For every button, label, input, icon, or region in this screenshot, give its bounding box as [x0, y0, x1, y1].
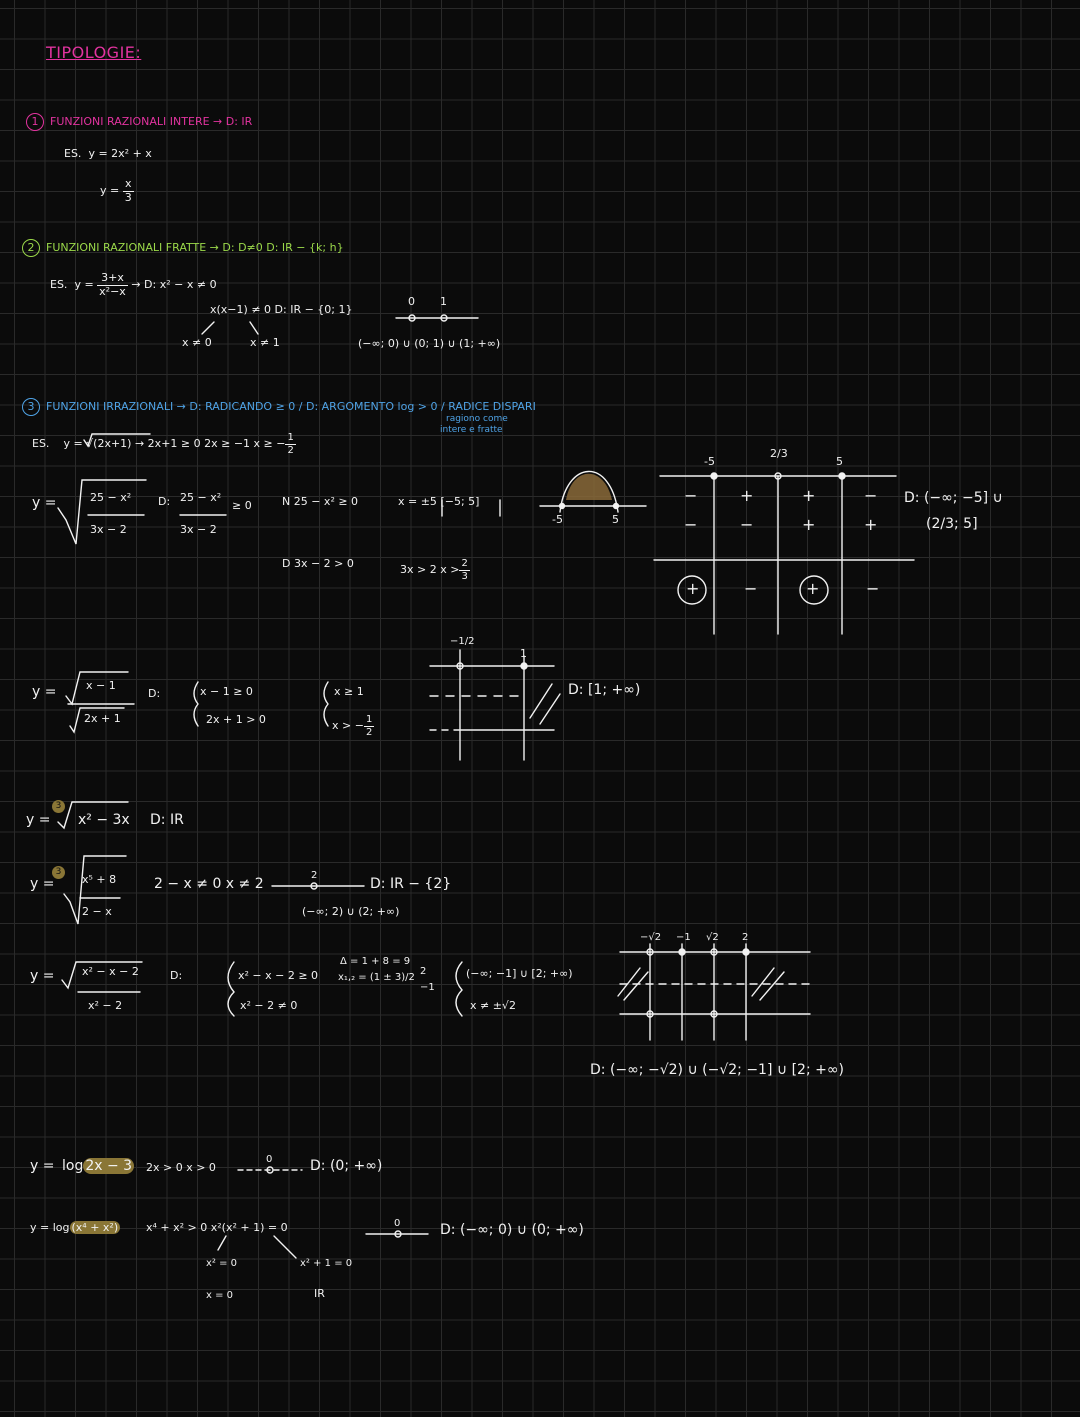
parabola-shading [566, 474, 612, 500]
closed-point [560, 504, 565, 509]
sign-cell-result: − [744, 579, 758, 598]
root-sign [70, 708, 124, 732]
e7-line-label: 0 [394, 1218, 401, 1229]
s2-factor: x(x−1) ≠ 0 D: IR − {0; 1} [210, 303, 353, 316]
e1-n-sol: x = ±5 [−5; 5] [398, 495, 480, 508]
e4-line-label: 2 [311, 870, 318, 881]
section-2-heading: 2 FUNZIONI RAZIONALI FRATTE → D: D≠0 D: IR − {k; h} [22, 239, 344, 257]
selected-interval-circle [800, 576, 828, 604]
e5-root-a: 2 [420, 966, 427, 977]
root-sign [64, 856, 126, 924]
e5-result: D: (−∞; −√2) ∪ (−√2; −1] ∪ [2; +∞) [590, 1062, 844, 1078]
e1-den: 3x − 2 [90, 523, 127, 536]
e1-d-den: 3x − 2 [180, 523, 217, 536]
sign-cell: + [802, 515, 816, 534]
e4-lhs: y = [30, 876, 55, 892]
e4-cond: 2 − x ≠ 0 x ≠ 2 [154, 876, 264, 892]
e1-d-label: D: [158, 495, 171, 508]
e7-argument: (x⁴ + x²) [71, 1221, 119, 1234]
e5-head-1: −√2 [640, 932, 662, 943]
e1-d-cond: D 3x − 2 > 0 [282, 557, 354, 570]
page-title: TIPOLOGIE: [46, 43, 142, 62]
e5-num: x² − x − 2 [82, 965, 139, 978]
e1-n-cond: N 25 − x² ≥ 0 [282, 495, 359, 508]
e6-cond: 2x > 0 x > 0 [146, 1161, 216, 1174]
closed-point [743, 949, 749, 955]
e7-domain: D: (−∞; 0) ∪ (0; +∞) [440, 1222, 584, 1238]
e5-d-label: D: [170, 969, 183, 982]
bracket [442, 500, 500, 516]
sign-cell: + [864, 515, 878, 534]
e5-head-2: −1 [676, 932, 691, 943]
s3-example: ES. y = √(2x+1) → 2x+1 ≥ 0 2x ≥ −1 x ≥ − $\frac{1}{2}$ [32, 432, 294, 456]
s2-line-label-0: 0 [408, 295, 415, 308]
selected-interval-circle [678, 576, 706, 604]
closed-point [521, 663, 527, 669]
e6-line-label: 0 [266, 1154, 273, 1165]
e7-branch-2b: IR [314, 1287, 325, 1300]
e3-radicand: x² − 3x [78, 812, 130, 828]
root-sign [58, 802, 128, 828]
e1-d-sol: 3x > 2 x > $\frac{2}{3}$ [400, 558, 468, 582]
e1-result-1: D: (−∞; −5] ∪ [904, 490, 1003, 506]
e5-root-b: −1 [420, 982, 435, 993]
system-brace [456, 962, 462, 1016]
e5-head-4: 2 [742, 932, 749, 943]
e3-lhs: y = [26, 812, 51, 828]
parabola-label-minus-5: -5 [552, 513, 563, 526]
system-brace [194, 682, 198, 726]
section-number: 2 [22, 239, 40, 257]
section-3-heading: 3 FUNZIONI IRRAZIONALI → D: RADICANDO ≥ 0 / D: ARGOMENTO log > 0 / RADICE DISPARI [22, 398, 536, 416]
e5-lhs: y = [30, 968, 55, 984]
e2-head-2: 1 [520, 647, 527, 660]
hatching [530, 684, 560, 724]
root-sign [58, 480, 146, 544]
e5-delta: Δ = 1 + 8 = 9 [340, 956, 411, 967]
e5-sys-1: x² − x − 2 ≥ 0 [238, 969, 319, 982]
table-head-5: 5 [836, 455, 843, 468]
s2-line-label-1: 1 [440, 295, 447, 308]
closed-point [679, 949, 685, 955]
e4-root-index: 3 [52, 866, 65, 884]
e1-result-2: (2/3; 5] [926, 516, 978, 532]
system-brace [324, 682, 328, 726]
closed-point [711, 473, 717, 479]
e6-domain: D: (0; +∞) [310, 1158, 383, 1174]
arrow [250, 322, 258, 334]
e7-branch-2: x² + 1 = 0 [300, 1258, 353, 1269]
s3-note-1: ragiono come [446, 414, 508, 424]
e2-sys-2: 2x + 1 > 0 [206, 713, 266, 726]
e3-root-index: 3 [52, 800, 65, 818]
s2-intervals: (−∞; 0) ∪ (0; 1) ∪ (1; +∞) [358, 337, 501, 350]
sign-cell: − [684, 486, 698, 505]
sign-cell-result: + [806, 579, 820, 598]
e1-d-num: 25 − x² [180, 491, 222, 504]
e7-cond: x⁴ + x² > 0 x²(x² + 1) = 0 [146, 1221, 288, 1234]
root-sign [66, 672, 128, 704]
s2-root-1: x ≠ 0 [182, 336, 212, 349]
e2-den: 2x + 1 [84, 712, 121, 725]
parabola-label-5: 5 [612, 513, 619, 526]
s3-note-2: intere e fratte [440, 425, 503, 435]
s1-example-1: ES. y = 2x² + x [64, 147, 152, 160]
fraction: $\frac{x}{3}$ [124, 177, 132, 204]
e2-sol-2: x > − $\frac{1}{2}$ [332, 714, 373, 738]
e2-sys-1: x − 1 ≥ 0 [200, 685, 253, 698]
e1-d-rel: ≥ 0 [232, 499, 252, 512]
sign-cell: + [740, 486, 754, 505]
sign-cell: − [684, 515, 698, 534]
e2-result: D: [1; +∞) [568, 682, 641, 698]
e4-den: 2 − x [82, 905, 112, 918]
closed-point [614, 504, 619, 509]
section-1-heading: 1 FUNZIONI RAZIONALI INTERE → D: IR [26, 113, 252, 131]
sign-cell: − [864, 486, 878, 505]
e7-branch-1b: x = 0 [206, 1290, 234, 1301]
closed-point [839, 473, 845, 479]
e5-sol-1: (−∞; −1] ∪ [2; +∞) [466, 967, 573, 980]
e5-den: x² − 2 [88, 999, 123, 1012]
e1-num: 25 − x² [90, 491, 132, 504]
sign-cell-result: + [686, 579, 700, 598]
e4-num: x⁵ + 8 [82, 873, 117, 886]
e5-sys-2: x² − 2 ≠ 0 [240, 999, 298, 1012]
e6-argument: 2x − 3 [85, 1158, 133, 1174]
e5-sol-2: x ≠ ±√2 [470, 999, 516, 1012]
sign-cell-result: − [866, 579, 880, 598]
arrow [274, 1236, 296, 1258]
e4-intervals: (−∞; 2) ∪ (2; +∞) [302, 905, 400, 918]
e2-sol-1: x ≥ 1 [334, 685, 364, 698]
arrow [202, 322, 214, 334]
s1-example-2: y = $\frac{x}{3}$ [100, 177, 132, 204]
s2-root-2: x ≠ 1 [250, 336, 280, 349]
e6-lhs: y = [30, 1158, 55, 1174]
system-brace [228, 962, 234, 1016]
section-number: 3 [22, 398, 40, 416]
e4-domain: D: IR − {2} [370, 876, 452, 892]
e7-lhs: y = log (x⁴ + x²) [30, 1221, 119, 1234]
table-head-two-thirds: 2/3 [770, 447, 788, 460]
arrow [218, 1236, 226, 1250]
section-number: 1 [26, 113, 44, 131]
sign-cell: + [802, 486, 816, 505]
e2-head-1: −1/2 [450, 636, 475, 647]
sign-cell: − [740, 515, 754, 534]
e5-head-3: √2 [706, 932, 719, 943]
e7-branch-1: x² = 0 [206, 1258, 238, 1269]
root-sign [84, 434, 150, 446]
root-sign [62, 962, 142, 988]
e5-roots: x₁,₂ = (1 ± 3)/2 [338, 972, 415, 983]
table-head-minus-5: -5 [704, 455, 715, 468]
s2-example: ES. y = $\frac{3+x}{\text{x²−x}}$ → D: x² − x ≠ 0 [50, 271, 217, 298]
e2-lhs: y = [32, 684, 57, 700]
e6-log: log 2x − 3 [62, 1158, 133, 1174]
e2-d-label: D: [148, 687, 161, 700]
e2-num: x − 1 [86, 679, 116, 692]
e1-lhs: y = [32, 495, 57, 511]
e3-domain: D: IR [150, 812, 184, 828]
